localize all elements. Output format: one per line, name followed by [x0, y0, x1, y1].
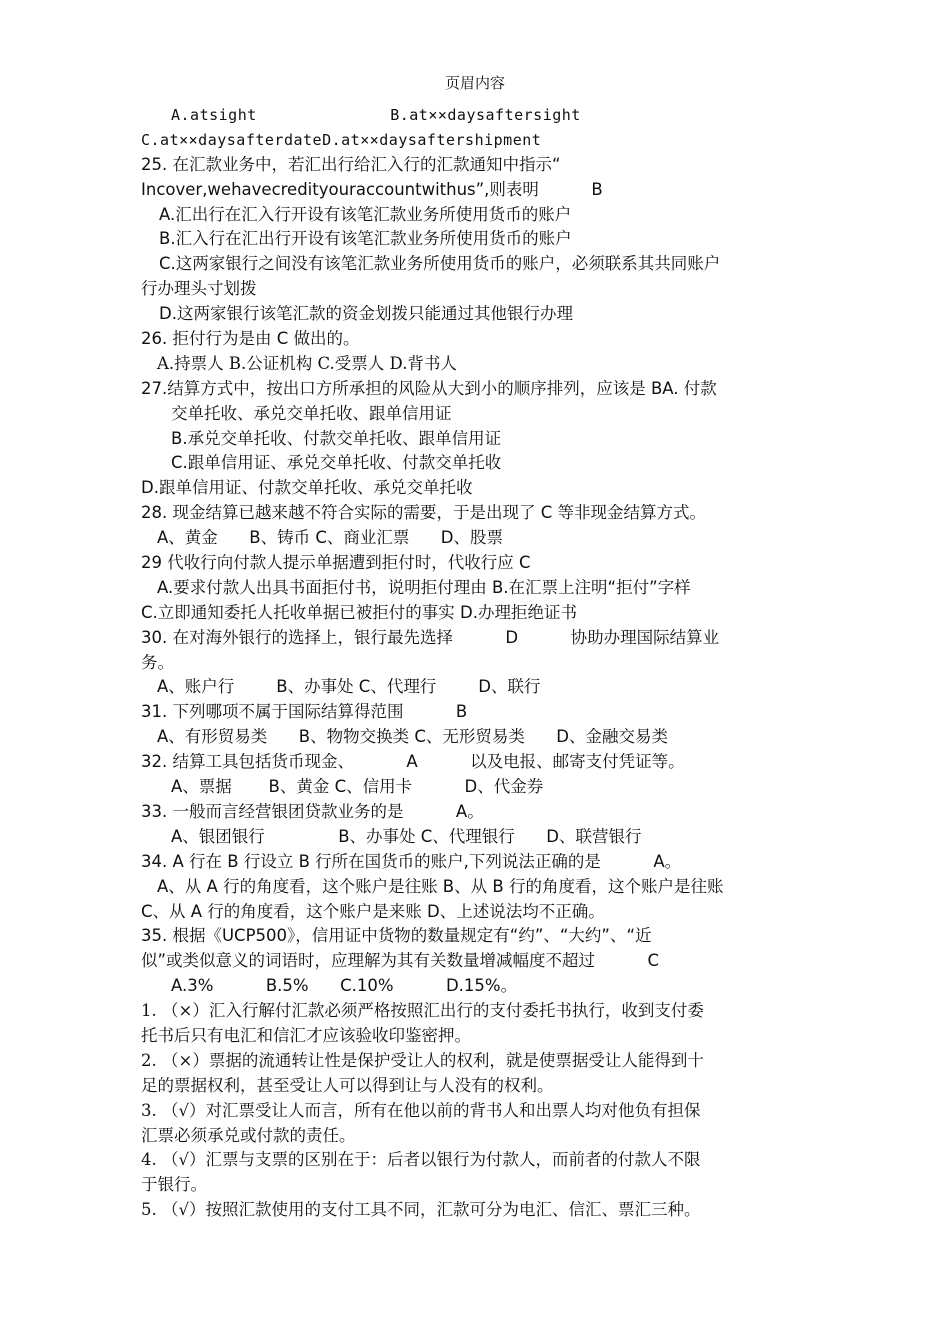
option-line: A、黄金 B、铸币 C、商业汇票 D、股票: [157, 528, 504, 548]
judgement-5: 5. （√）按照汇款使用的支付工具不同，汇款可分为电汇、信汇、票汇三种。: [141, 1200, 701, 1220]
option-line: C.跟单信用证、承兑交单托收、付款交单托收: [171, 453, 502, 473]
judgement-4-cont: 于银行。: [141, 1175, 207, 1195]
option-line: 交单托收、承兑交单托收、跟单信用证: [171, 403, 452, 423]
option-line: A、账户行 B、办事处 C、代理行 D、联行: [157, 677, 541, 697]
judgement-3: 3. （√）对汇票受让人而言，所有在他以前的背书人和出票人均对他负有担保: [141, 1100, 701, 1120]
option-line: C、从 A 行的角度看，这个账户是来账 D、上述说法均不正确。: [141, 901, 605, 921]
question-26: 26. 拒付行为是由 C 做出的。: [141, 329, 360, 349]
question-25-cont: Incover,wehavecredityouraccountwithus”,则表明 B: [141, 179, 603, 199]
page-header: 页眉内容: [444, 74, 505, 92]
question-33: 33. 一般而言经营银团贷款业务的是 A。: [141, 801, 484, 821]
option-line: C.立即通知委托人托收单据已被拒付的事实 D.办理拒绝证书: [141, 602, 577, 622]
option-line: A、从 A 行的角度看，这个账户是往账 B、从 B 行的角度看，这个账户是往账: [157, 876, 724, 896]
question-35-cont: 似”或类似意义的词语时，应理解为其有关数量增减幅度不超过 C: [141, 951, 660, 971]
option-line: A.atsight B.at××daysaftersight: [171, 106, 581, 124]
question-28: 28. 现金结算已越来越不符合实际的需要，于是出现了 C 等非现金结算方式。: [141, 503, 706, 523]
judgement-2-cont: 足的票据权利，甚至受让人可以得到让与人没有的权利。: [141, 1075, 554, 1095]
option-line: D.跟单信用证、付款交单托收、承兑交单托收: [141, 478, 473, 498]
judgement-1: 1. （×）汇入行解付汇款必须严格按照汇出行的支付委托书执行，收到支付委: [141, 1001, 704, 1021]
option-line-cont: 行办理头寸划拨: [141, 279, 257, 299]
option-line: D.这两家银行该笔汇款的资金划拨只能通过其他银行办理: [159, 304, 573, 324]
option-line: A.3% B.5% C.10% D.15%。: [171, 976, 518, 996]
question-30-cont: 务。: [141, 652, 174, 672]
question-31: 31. 下列哪项不属于国际结算得范围 B: [141, 702, 468, 722]
option-line: B.承兑交单托收、付款交单托收、跟单信用证: [171, 428, 502, 448]
judgement-1-cont: 托书后只有电汇和信汇才应该验收印鉴密押。: [141, 1025, 471, 1045]
judgement-4: 4. （√）汇票与支票的区别在于：后者以银行为付款人，而前者的付款人不限: [141, 1150, 701, 1170]
question-25: 25. 在汇款业务中，若汇出行给汇入行的汇款通知中指示“: [141, 154, 561, 174]
question-35: 35. 根据《UCP500》，信用证中货物的数量规定有“约”、“大约”、“近: [141, 926, 652, 946]
judgement-2: 2. （×）票据的流通转让性是保护受让人的权利，就是使票据受让人能得到十: [141, 1050, 704, 1070]
option-line: B.汇入行在汇出行开设有该笔汇款业务所使用货币的账户: [159, 229, 572, 249]
option-line: C.at××daysafterdateD.at××daysaftershipment: [141, 130, 542, 149]
document-body: [141, 103, 821, 1223]
question-34: 34. A 行在 B 行设立 B 行所在国货币的账户,下列说法正确的是 A。: [141, 851, 682, 871]
option-line: A、有形贸易类 B、物物交换类 C、无形贸易类 D、金融交易类: [157, 727, 669, 747]
question-32: 32. 结算工具包括货币现金、 A 以及电报、邮寄支付凭证等。: [141, 752, 685, 772]
question-30: 30. 在对海外银行的选择上，银行最先选择 D 协助办理国际结算业: [141, 627, 720, 647]
question-27: 27.结算方式中，按出口方所承担的风险从大到小的顺序排列，应该是 BA. 付款: [141, 378, 717, 398]
option-line: A、票据 B、黄金 C、信用卡 D、代金券: [171, 777, 544, 797]
judgement-3-cont: 汇票必须承兑或付款的责任。: [141, 1125, 356, 1145]
option-line: C.这两家银行之间没有该笔汇款业务所使用货币的账户，必须联系其共同账户: [159, 254, 721, 274]
option-line: A.汇出行在汇入行开设有该笔汇款业务所使用货币的账户: [159, 204, 572, 224]
option-line: A.要求付款人出具书面拒付书，说明拒付理由 B.在汇票上注明“拒付”字样: [157, 577, 691, 597]
option-line: A.持票人 B.公证机构 C.受票人 D.背书人: [157, 353, 457, 373]
question-29: 29 代收行向付款人提示单据遭到拒付时，代收行应 C: [141, 553, 531, 573]
option-line: A、银团银行 B、办事处 C、代理银行 D、联营银行: [171, 826, 642, 846]
